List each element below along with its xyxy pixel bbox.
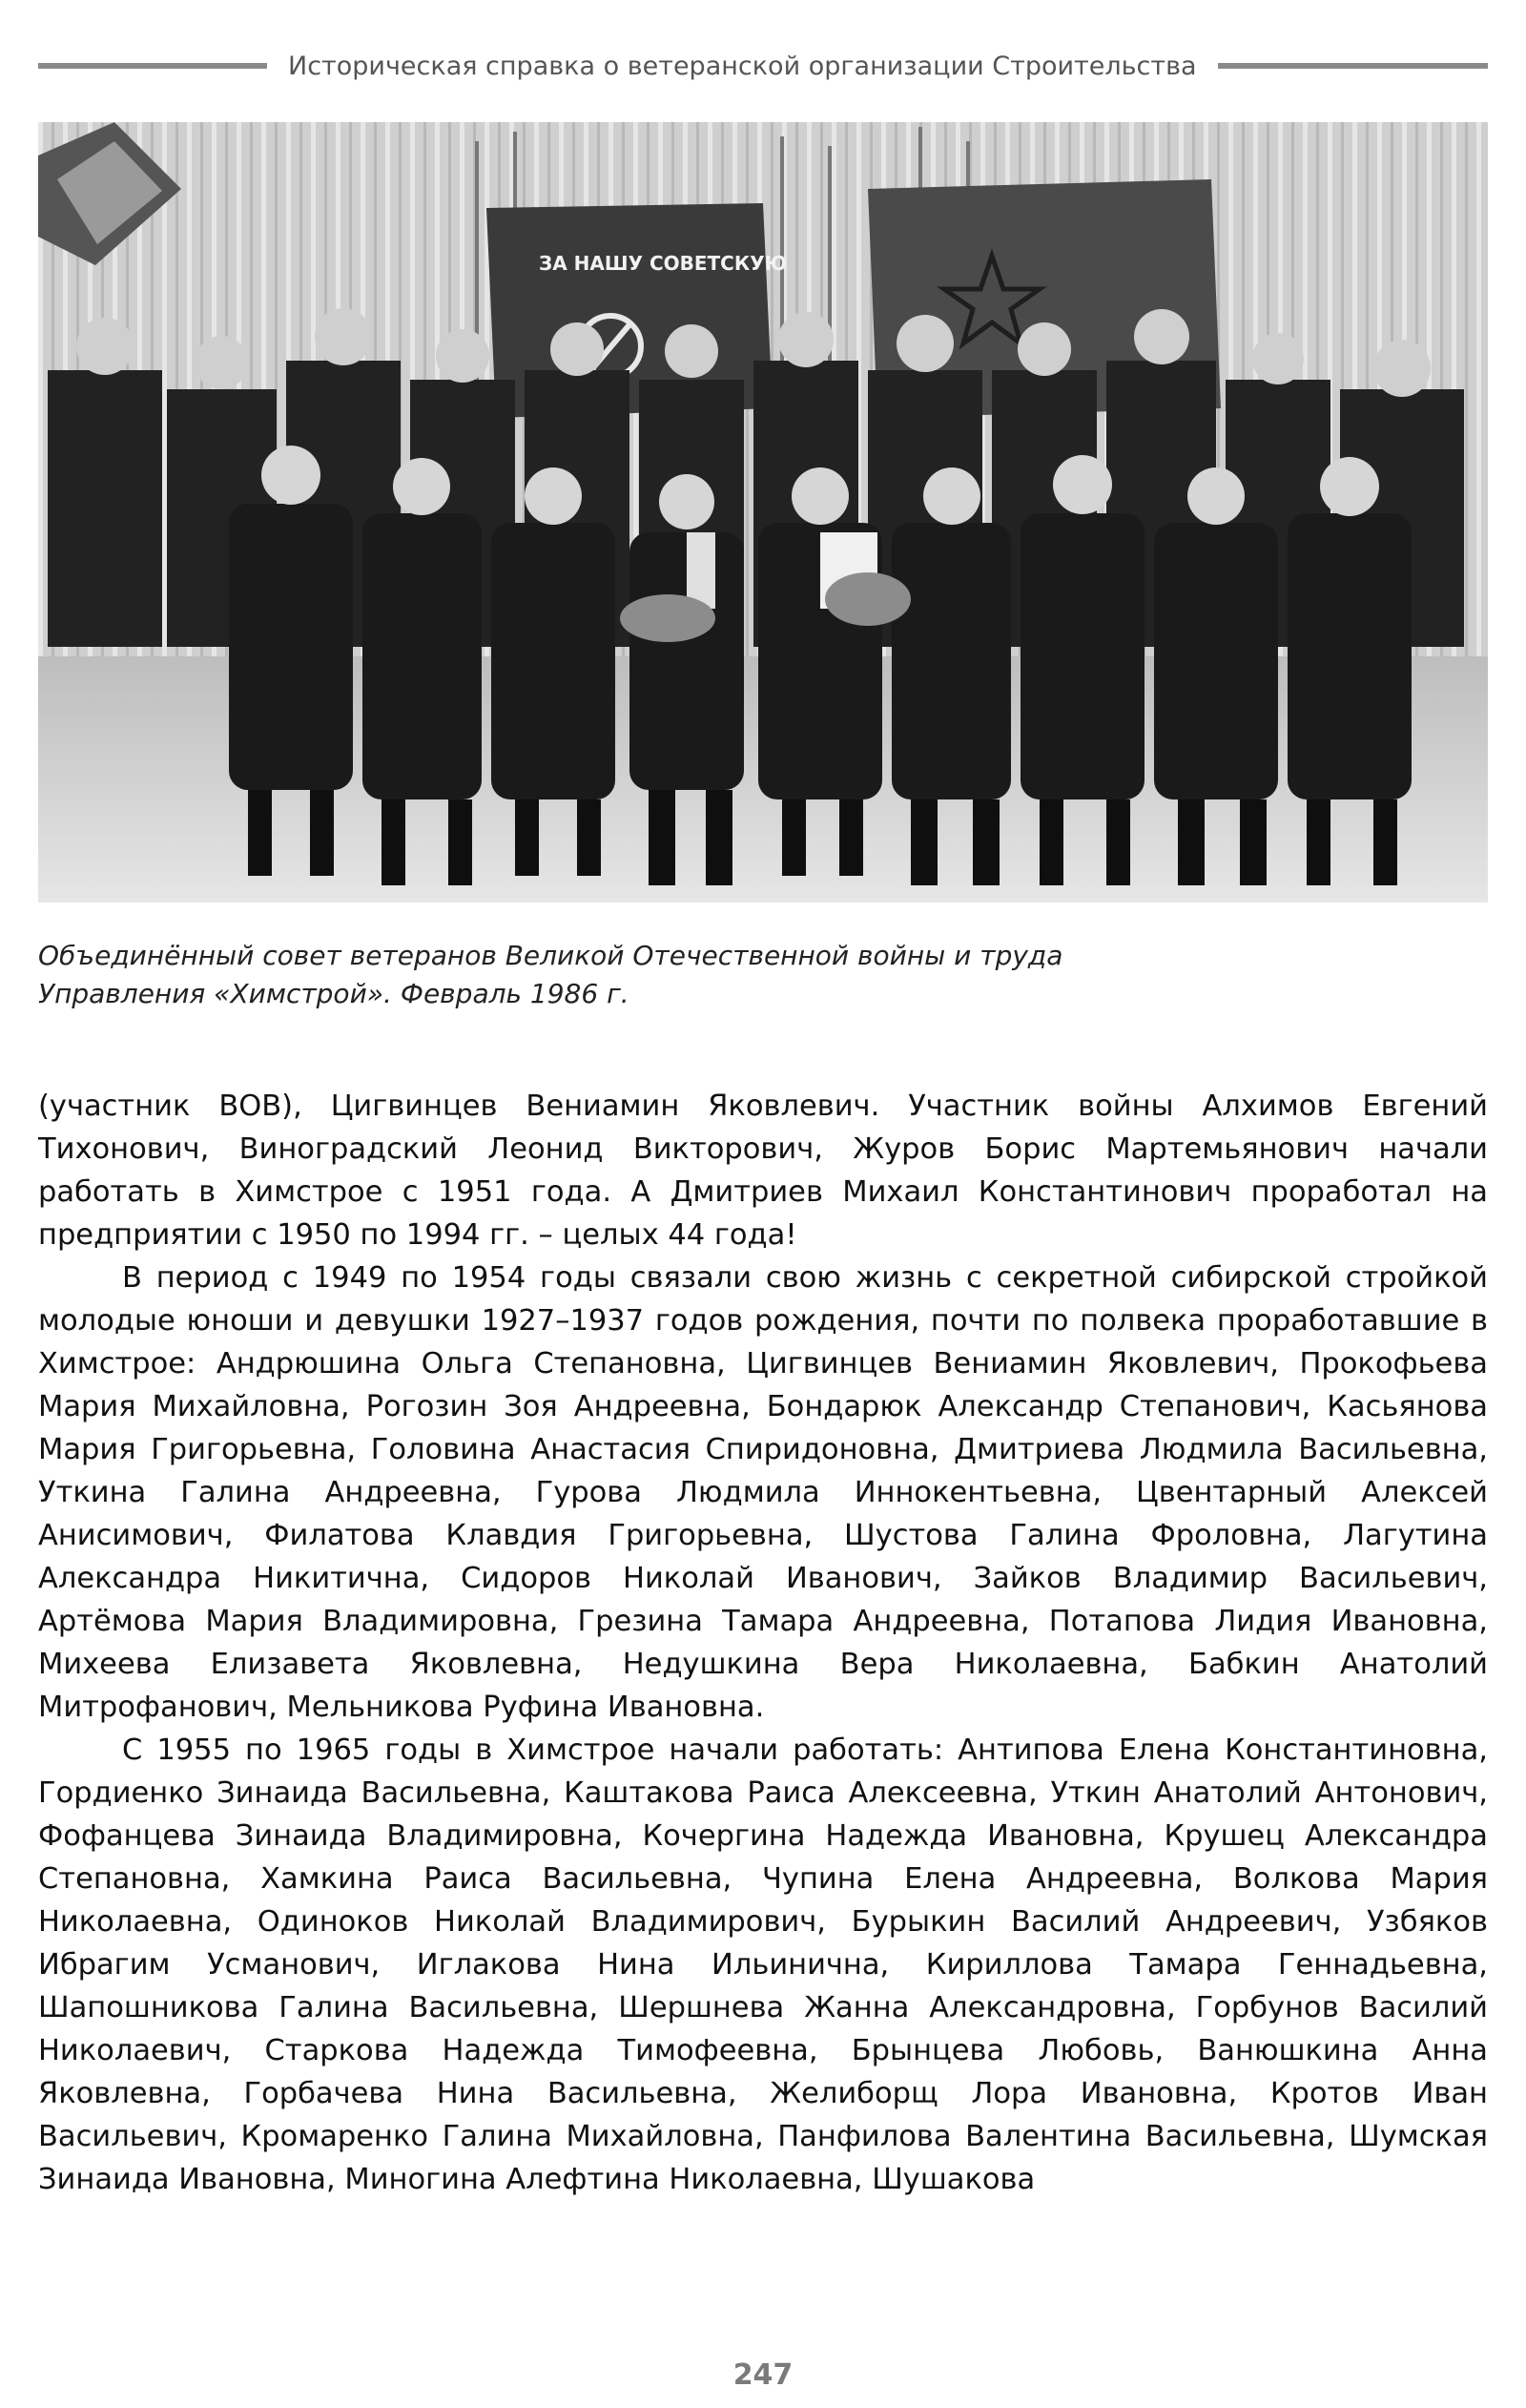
paragraph-2: В период с 1949 по 1954 годы связали свою жизнь с секретной сибирской стройкой молодые юноши и девушки 1927–1937 годов рождения, почти по полвека проработавшие в Химстрое: Андрюшина Ольга Степановна, Цигвинцев Вениамин Яковлевич, Прокофьева Мария Михайловна, Рогозин Зоя Андреевна, Бондарюк Александр Степанович, Касьянова Мария Григорьевна, Головина Анастасия Спиридоновна, Дмитриева Людмила Васильевна, Уткина Галина Андреевна, Гурова Людмила Иннокентьевна, Цвентарный Алексей Анисимович, Филатова Клавдия Григорьевна, Шустова Галина Фроловна, Лагутина Александра Никитична, Сидоров Николай Иванович, Зайков Владимир Васильевич, Артёмова Мария Владимировна, Грезина Тамара Андреевна, Потапова Лидия Ивановна, Михеева Елизавета Яковлевна, Недушкина Вера Николаевна, Бабкин Анатолий Митрофанович, Мельникова Руфина Ивановна. [38, 1261, 1488, 1724]
header-rule-left [38, 63, 267, 69]
group-photo [38, 122, 1488, 903]
photo-caption [38, 937, 1488, 1013]
caption-line-1: Объединённый совет ветеранов Великой Отечественной войны и труда [38, 940, 1063, 971]
caption-line-2: Управления «Химстрой». Февраль 1986 г. [38, 978, 629, 1009]
paragraph-3: С 1955 по 1965 годы в Химстрое начали работать: Антипова Елена Константиновна, Гордиенко Зинаида Васильевна, Каштакова Раиса Алексеевна, Уткин Анатолий Антонович, Фофанцева Зинаида Владимировна, Кочергина Надежда Ивановна, Крушец Александра Степановна, Хамкина Раиса Васильевна, Чупина Елена Андреевна, Волкова Мария Николаевна, Одиноков Николай Владимирович, Бурыкин Василий Андреевич, Узбяков Ибрагим Усманович, Иглакова Нина Ильинична, Кириллова Тамара Геннадьевна, Шапошникова Галина Васильевна, Шершнева Жанна Александровна, Горбунов Василий Николаевич, Старкова Надежда Тимофеевна, Брынцева Любовь, Ванюшкина Анна Яковлевна, Горбачева Нина Васильевна, Желиборщ Лора Ивановна, Кротов Иван Васильевич, Кромаренко Галина Михайловна, Панфилова Валентина Васильевна, Шумская Зинаида Ивановна, Миногина Алефтина Николаевна, Шушакова [38, 1733, 1488, 2196]
paragraph-1: (участник ВОВ), Цигвинцев Вениамин Яковлевич. Участник войны Алхимов Евгений Тихонович, Виноградский Леонид Викторович, Журов Борис Мартемьянович начали работать в Химстрое с 1951 года. А Дмитриев Михаил Константинович проработал на предприятии с 1950 по 1994 гг. – целых 44 года! [38, 1090, 1488, 1252]
header-rule-right [1218, 63, 1488, 69]
running-header [38, 42, 1488, 90]
running-title: Историческая справка о ветеранской организации Строительства [288, 51, 1197, 81]
page-number: 247 [732, 2358, 794, 2392]
body-text [38, 1085, 1488, 2201]
banner-slogan: ЗА НАШУ СОВЕТСКУЮ [539, 252, 788, 275]
